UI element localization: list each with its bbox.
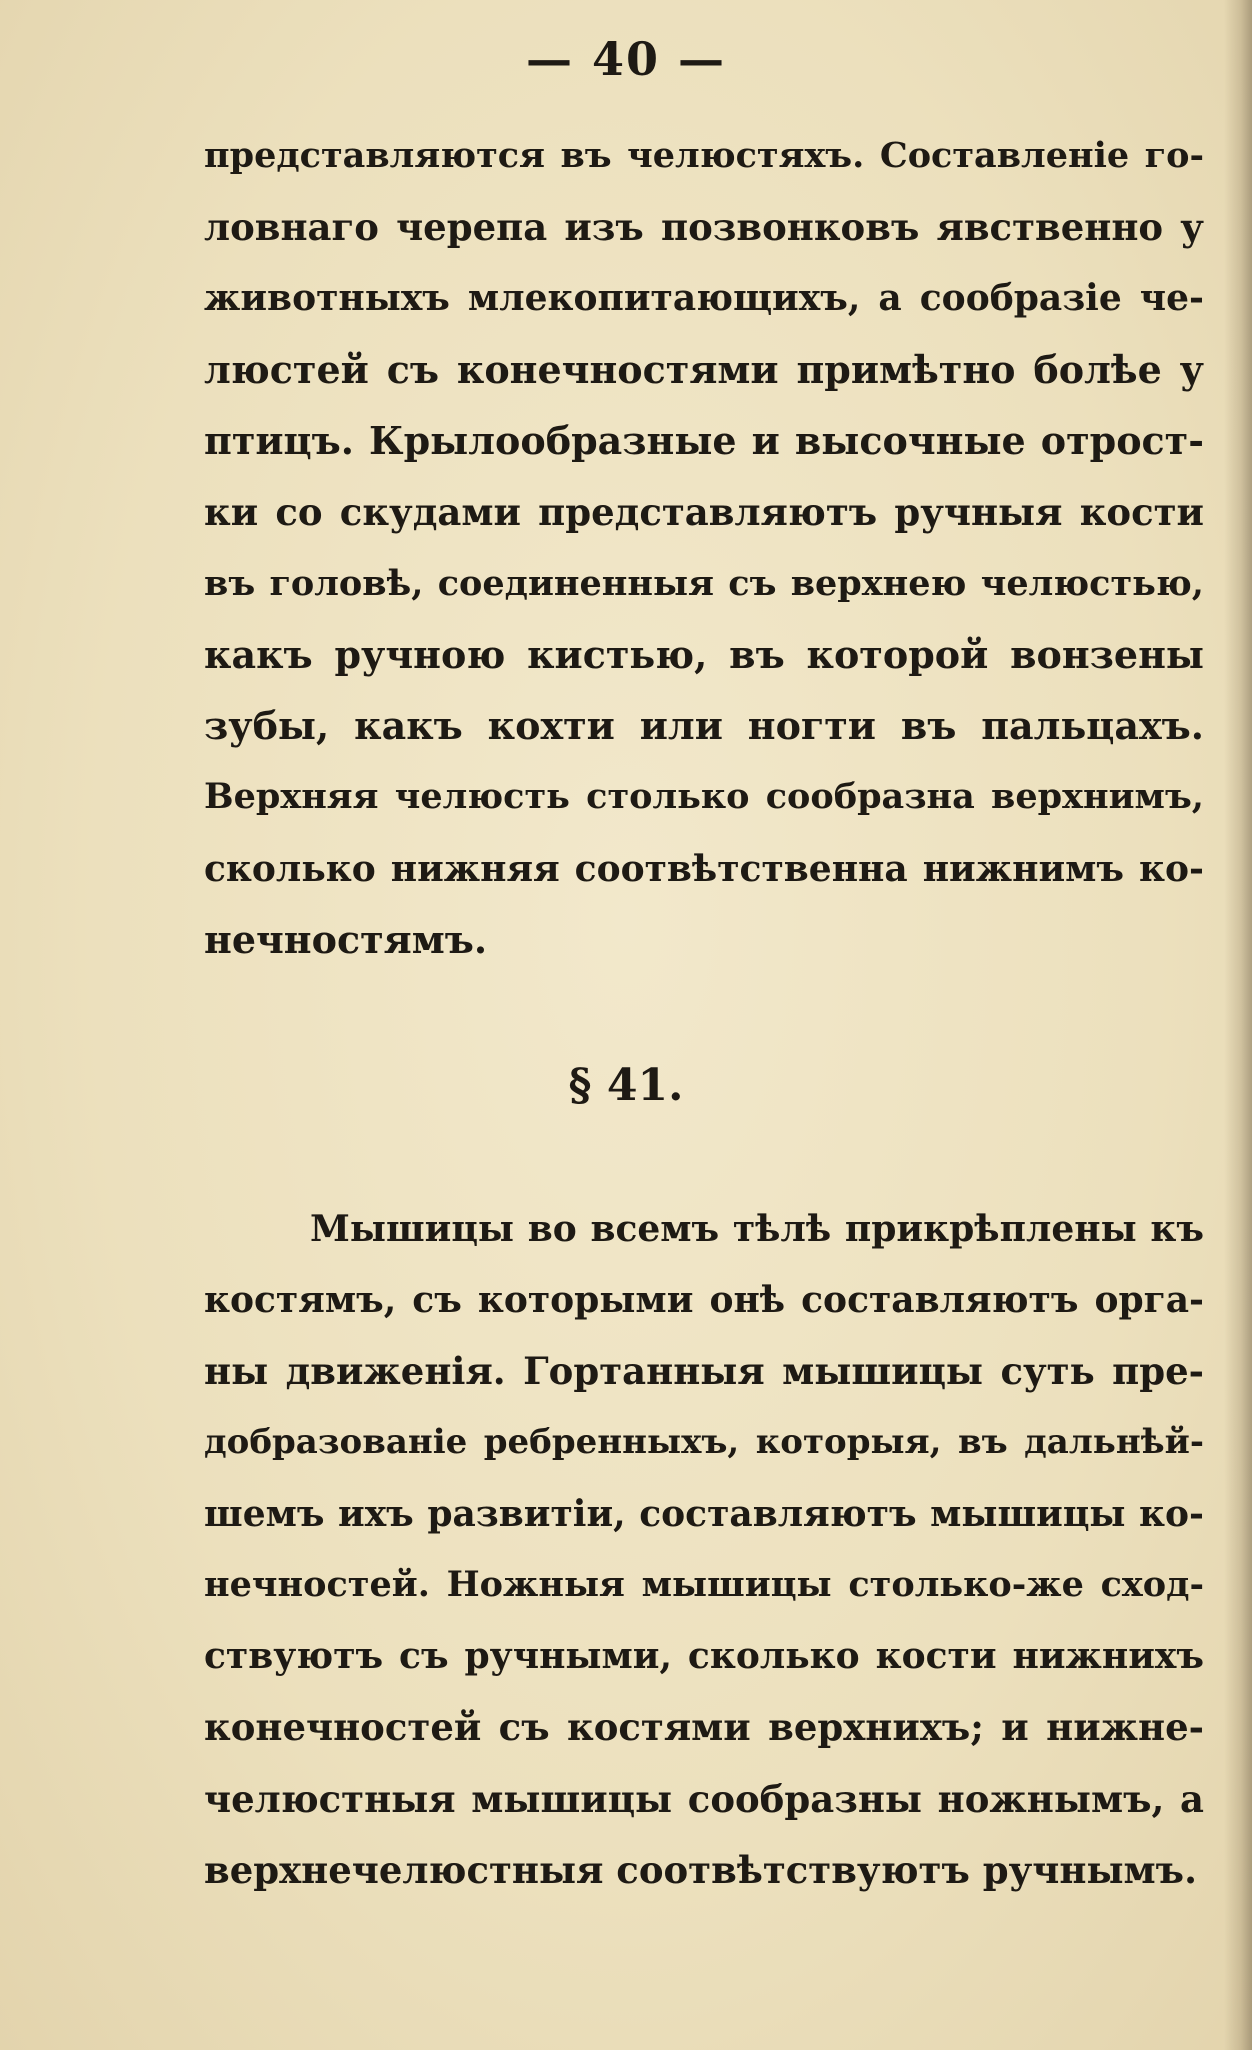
text-line: ны движенія. Гортанныя мышицы суть пре- bbox=[204, 1349, 1204, 1393]
text-line: нечностямъ. bbox=[204, 917, 488, 962]
page-number: — 40 — bbox=[525, 32, 727, 86]
text-line: люстей съ конечностями примѣтно болѣе у bbox=[204, 347, 1204, 392]
text-line: сколько нижняя соотвѣтственна нижнимъ ко- bbox=[204, 848, 1204, 890]
page-edge-shadow bbox=[1224, 0, 1252, 2050]
section-heading: § 41. bbox=[568, 1060, 684, 1111]
text-line: Мышицы во всемъ тѣлѣ прикрѣплены къ bbox=[310, 1208, 1204, 1250]
text-line: верхнечелюстныя соотвѣтствуютъ ручнымъ. bbox=[204, 1848, 1197, 1892]
text-line: животныхъ млекопитающихъ, а сообразіе че- bbox=[204, 277, 1204, 319]
text-line: зубы, какъ кохти или ногти въ пальцахъ. bbox=[204, 703, 1204, 748]
text-line: нечностей. Ножныя мышицы столько-же сход- bbox=[204, 1564, 1204, 1605]
text-line: ки со скудами представляютъ ручныя кости bbox=[204, 490, 1204, 534]
text-line: конечностей съ костями верхнихъ; и нижне- bbox=[204, 1705, 1204, 1749]
text-line: добразованіе ребренныхъ, которыя, въ дальнѣй- bbox=[204, 1422, 1204, 1462]
text-line: костямъ, съ которыми онѣ составляютъ орга- bbox=[204, 1279, 1204, 1321]
text-line: челюстныя мышицы сообразны ножнымъ, а bbox=[204, 1777, 1204, 1821]
text-line: шемъ ихъ развитіи, составляютъ мышицы ко- bbox=[204, 1493, 1204, 1535]
text-line: ловнаго черепа изъ позвонковъ явственно у bbox=[204, 205, 1204, 249]
text-line: представляются въ челюстяхъ. Составленіе го- bbox=[204, 135, 1204, 176]
text-line: какъ ручною кистью, въ которой вонзены bbox=[204, 632, 1204, 677]
text-line: ствуютъ съ ручными, сколько кости нижнихъ bbox=[204, 1635, 1204, 1677]
text-line: Верхняя челюсть столько сообразна верхнимъ, bbox=[204, 776, 1204, 817]
text-line: птицъ. Крылообразные и высочные отрост- bbox=[204, 418, 1204, 463]
text-line: въ головѣ, соединенныя съ верхнею челюстью, bbox=[204, 563, 1204, 604]
